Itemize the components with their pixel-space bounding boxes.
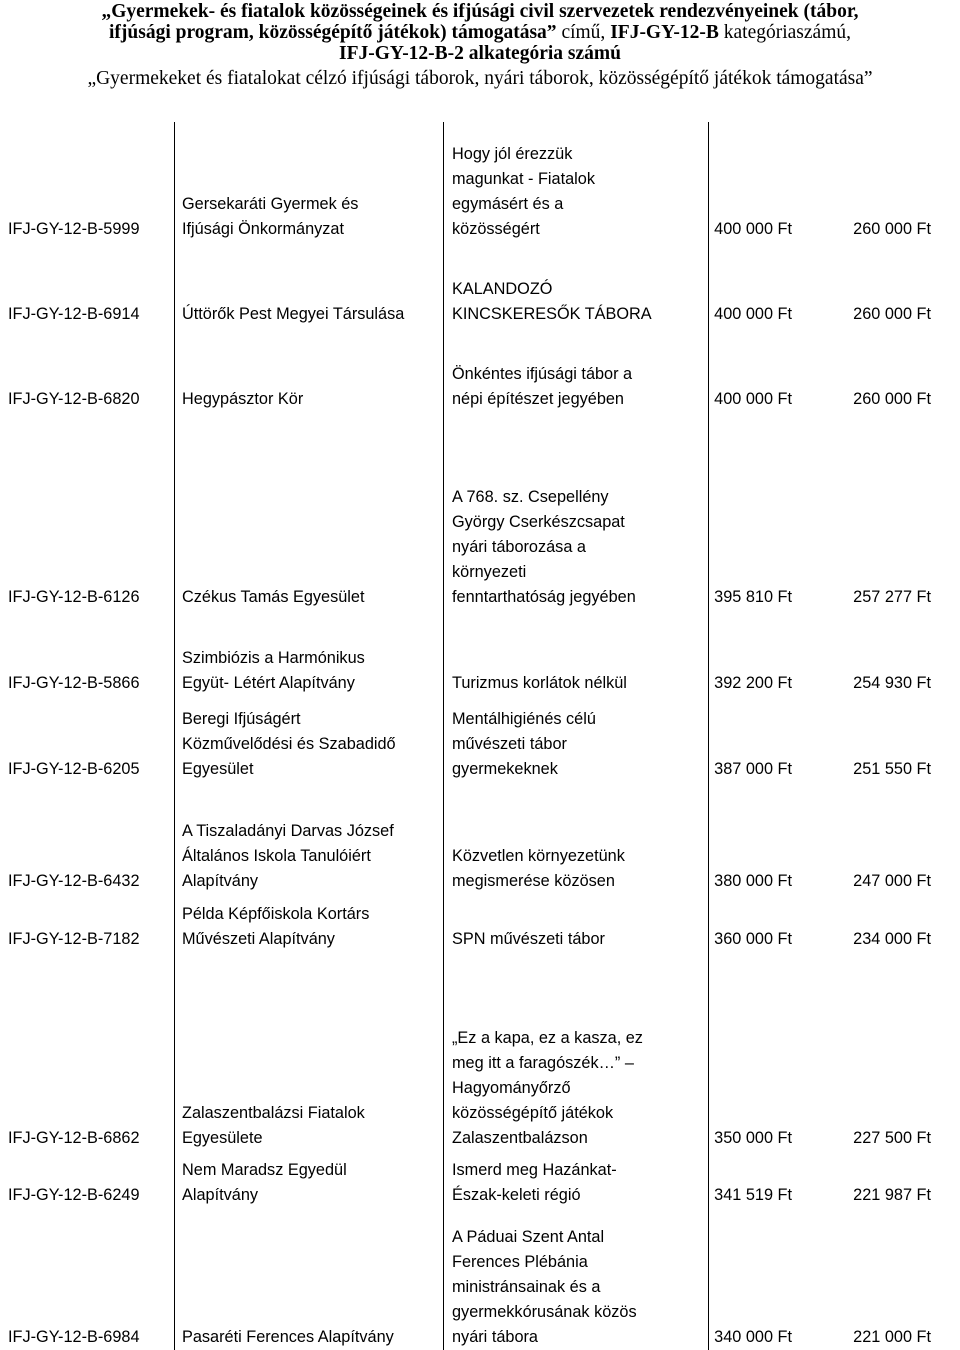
- org-line: Nem Maradsz Egyedül: [182, 1161, 347, 1179]
- row-code: IFJ-GY-12-B-6249: [8, 1186, 140, 1204]
- row-code: IFJ-GY-12-B-6126: [8, 588, 140, 606]
- title-line: Ismerd meg Hazánkat-: [452, 1161, 617, 1179]
- row-project-title: [452, 844, 625, 894]
- row-project-title: [452, 1026, 643, 1151]
- header-line-4: „Gyermekeket és fiatalokat célzó ifjúsági táborok, nyári táborok, közösségépítő játékok támogatása”: [87, 68, 873, 89]
- title-line: ministránsainak és a: [452, 1278, 601, 1296]
- row-project-title: [452, 362, 632, 412]
- title-line: magunkat - Fiatalok: [452, 170, 595, 188]
- row-code: IFJ-GY-12-B-6205: [8, 760, 140, 778]
- row-organization: [182, 585, 365, 610]
- title-line: Zalaszentbalázson: [452, 1129, 588, 1147]
- row-organization: [182, 1101, 365, 1151]
- row-project-title: [452, 707, 596, 782]
- row-requested-amount: 350 000 Ft: [714, 1129, 792, 1147]
- org-line: Általános Iskola Tanulóiért: [182, 847, 371, 865]
- org-line: Zalaszentbalázsi Fiatalok: [182, 1104, 365, 1122]
- row-code: IFJ-GY-12-B-6984: [8, 1328, 140, 1346]
- title-line: KINCSKERESŐK TÁBORA: [452, 305, 652, 323]
- row-organization: [182, 1158, 347, 1208]
- row-organization: [182, 192, 358, 242]
- title-line: Önkéntes ifjúsági tábor a: [452, 365, 633, 383]
- title-line: közösségépítő játékok: [452, 1104, 614, 1122]
- row-organization: [182, 902, 369, 952]
- row-project-title: [452, 671, 627, 696]
- title-line: „Ez a kapa, ez a kasza, ez: [452, 1029, 643, 1047]
- row-granted-amount: 254 930 Ft: [853, 674, 931, 692]
- row-organization: [182, 707, 396, 782]
- row-granted-amount: 260 000 Ft: [853, 305, 931, 323]
- row-requested-amount: 341 519 Ft: [714, 1186, 792, 1204]
- header-line-2-bold-a: ifjúsági program, közösségépítő játékok) támogatása”: [108, 22, 557, 43]
- header-line-2-normal-a: című,: [556, 22, 611, 43]
- org-line: Ifjúsági Önkormányzat: [182, 220, 344, 238]
- org-line: Egyesület: [182, 760, 254, 778]
- row-project-title: [452, 485, 636, 610]
- title-line: közösségért: [452, 220, 540, 238]
- row-granted-amount: 221 987 Ft: [853, 1186, 931, 1204]
- row-requested-amount: 340 000 Ft: [714, 1328, 792, 1346]
- row-code: IFJ-GY-12-B-6914: [8, 305, 140, 323]
- title-line: Turizmus korlátok nélkül: [452, 674, 627, 692]
- title-line: György Cserkészcsapat: [452, 513, 625, 531]
- document-header: [0, 0, 960, 89]
- title-line: A Páduai Szent Antal: [452, 1228, 605, 1246]
- org-line: Alapítvány: [182, 1186, 259, 1204]
- row-requested-amount: 400 000 Ft: [714, 220, 792, 238]
- header-line-2-bold-b: IFJ-GY-12-B: [610, 22, 719, 43]
- title-line: SPN művészeti tábor: [452, 930, 605, 948]
- header-line-3: IFJ-GY-12-B-2 alkategória számú: [338, 43, 621, 64]
- column-divider: [174, 122, 175, 1350]
- header-line-1: „Gyermekek- és fiatalok közösségeinek és ifjúsági civil szervezetek rendezvényeinek (tábor,: [101, 1, 859, 22]
- row-requested-amount: 392 200 Ft: [714, 674, 792, 692]
- title-line: gyermekkórusának közös: [452, 1303, 637, 1321]
- row-granted-amount: 260 000 Ft: [853, 390, 931, 408]
- org-line: A Tiszaladányi Darvas József: [182, 822, 394, 840]
- column-divider: [443, 122, 444, 1350]
- row-requested-amount: 400 000 Ft: [714, 305, 792, 323]
- title-line: Ferences Plébánia: [452, 1253, 588, 1271]
- row-project-title: [452, 142, 595, 242]
- row-organization: [182, 302, 404, 327]
- org-line: Úttörők Pest Megyei Társulása: [182, 305, 405, 323]
- org-line: Alapítvány: [182, 872, 259, 890]
- title-line: művészeti tábor: [452, 735, 567, 753]
- row-organization: [182, 387, 303, 412]
- title-line: A 768. sz. Csepellény: [452, 488, 609, 506]
- org-line: Egyesülete: [182, 1129, 263, 1147]
- title-line: Hogy jól érezzük: [452, 145, 573, 163]
- title-line: egymásért és a: [452, 195, 564, 213]
- row-granted-amount: 221 000 Ft: [853, 1328, 931, 1346]
- org-line: Hegypásztor Kör: [182, 390, 304, 408]
- row-requested-amount: 387 000 Ft: [714, 760, 792, 778]
- org-line: Beregi Ifjúságért: [182, 710, 301, 728]
- row-code: IFJ-GY-12-B-6862: [8, 1129, 140, 1147]
- row-granted-amount: 227 500 Ft: [853, 1129, 931, 1147]
- row-code: IFJ-GY-12-B-6432: [8, 872, 140, 890]
- title-line: Közvetlen környezetünk: [452, 847, 625, 865]
- title-line: Mentálhigiénés célú: [452, 710, 596, 728]
- row-project-title: [452, 927, 605, 952]
- org-line: Példa Képfőiskola Kortárs: [182, 905, 370, 923]
- org-line: Czékus Tamás Egyesület: [182, 588, 365, 606]
- title-line: nyári tábora: [452, 1328, 538, 1346]
- row-requested-amount: 400 000 Ft: [714, 390, 792, 408]
- title-line: KALANDOZÓ: [452, 280, 553, 298]
- row-code: IFJ-GY-12-B-7182: [8, 930, 140, 948]
- org-line: Pasaréti Ferences Alapítvány: [182, 1328, 394, 1346]
- row-organization: [182, 1325, 394, 1350]
- row-requested-amount: 360 000 Ft: [714, 930, 792, 948]
- row-code: IFJ-GY-12-B-5866: [8, 674, 140, 692]
- title-line: gyermekeknek: [452, 760, 558, 778]
- header-line-2: [0, 22, 960, 43]
- org-line: Szimbiózis a Harmónikus: [182, 649, 365, 667]
- row-project-title: [452, 1158, 617, 1208]
- row-code: IFJ-GY-12-B-6820: [8, 390, 140, 408]
- title-line: meg itt a faragószék…” –: [452, 1054, 634, 1072]
- title-line: népi építészet jegyében: [452, 390, 624, 408]
- row-requested-amount: 395 810 Ft: [714, 588, 792, 606]
- row-organization: [182, 819, 394, 894]
- row-granted-amount: 260 000 Ft: [853, 220, 931, 238]
- header-line-2-normal-b: kategóriaszámú,: [718, 22, 852, 43]
- org-line: Együt- Létért Alapítvány: [182, 674, 355, 692]
- row-granted-amount: 257 277 Ft: [853, 588, 931, 606]
- title-line: Hagyományőrző: [452, 1079, 571, 1097]
- row-organization: [182, 646, 365, 696]
- title-line: nyári táborozása a: [452, 538, 586, 556]
- row-project-title: [452, 1225, 637, 1350]
- org-line: Gersekaráti Gyermek és: [182, 195, 359, 213]
- row-requested-amount: 380 000 Ft: [714, 872, 792, 890]
- row-granted-amount: 247 000 Ft: [853, 872, 931, 890]
- row-granted-amount: 234 000 Ft: [853, 930, 931, 948]
- org-line: Művészeti Alapítvány: [182, 930, 335, 948]
- title-line: fenntarthatóság jegyében: [452, 588, 636, 606]
- org-line: Közművelődési és Szabadidő: [182, 735, 396, 753]
- title-line: Észak-keleti régió: [452, 1186, 581, 1204]
- row-project-title: [452, 277, 652, 327]
- title-line: megismerése közösen: [452, 872, 615, 890]
- row-code: IFJ-GY-12-B-5999: [8, 220, 140, 238]
- title-line: környezeti: [452, 563, 527, 581]
- row-granted-amount: 251 550 Ft: [853, 760, 931, 778]
- column-divider: [708, 122, 709, 1350]
